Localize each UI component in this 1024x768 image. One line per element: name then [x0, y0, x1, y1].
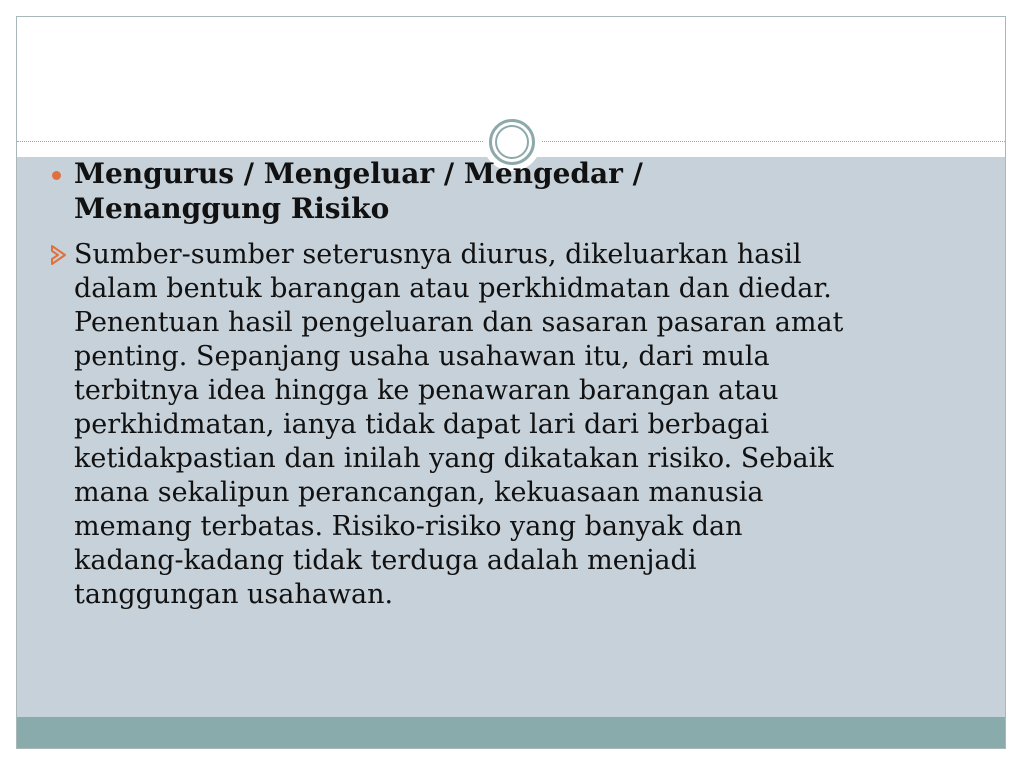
round-bullet-icon	[52, 171, 61, 180]
paragraph-line: Sumber-sumber seterusnya diurus, dikeluarkan hasil	[74, 239, 802, 270]
paragraph-line: mana sekalipun perancangan, kekuasaan manusia	[74, 477, 764, 508]
paragraph-line: perkhidmatan, ianya tidak dapat lari dari berbagai	[74, 409, 770, 440]
arrowhead-bullet-icon	[48, 242, 68, 266]
paragraph-line: ketidakpastian dan inilah yang dikatakan risiko. Sebaik	[74, 443, 834, 474]
arrow-paragraph	[44, 238, 944, 612]
heading-line: Menanggung Risiko	[74, 192, 390, 225]
paragraph-line: terbitnya idea hingga ke penawaran barangan atau	[74, 375, 779, 406]
paragraph-line: penting. Sepanjang usaha usahawan itu, dari mula	[74, 341, 770, 372]
paragraph-line: tanggungan usahawan.	[74, 579, 394, 610]
paragraph-line: memang terbatas. Risiko-risiko yang banyak dan	[74, 511, 743, 542]
slide-body	[44, 156, 944, 612]
footer-band	[17, 717, 1005, 749]
paragraph-line: Penentuan hasil pengeluaran dan sasaran pasaran amat	[74, 307, 844, 338]
paragraph-line: dalam bentuk barangan atau perkhidmatan dan diedar.	[74, 273, 832, 304]
bullet-heading	[44, 156, 944, 226]
circle-ornament-inner-ring	[495, 125, 529, 159]
paragraph-line: kadang-kadang tidak terduga adalah menjadi	[74, 545, 697, 576]
heading-line: Mengurus / Mengeluar / Mengedar /	[74, 157, 643, 190]
